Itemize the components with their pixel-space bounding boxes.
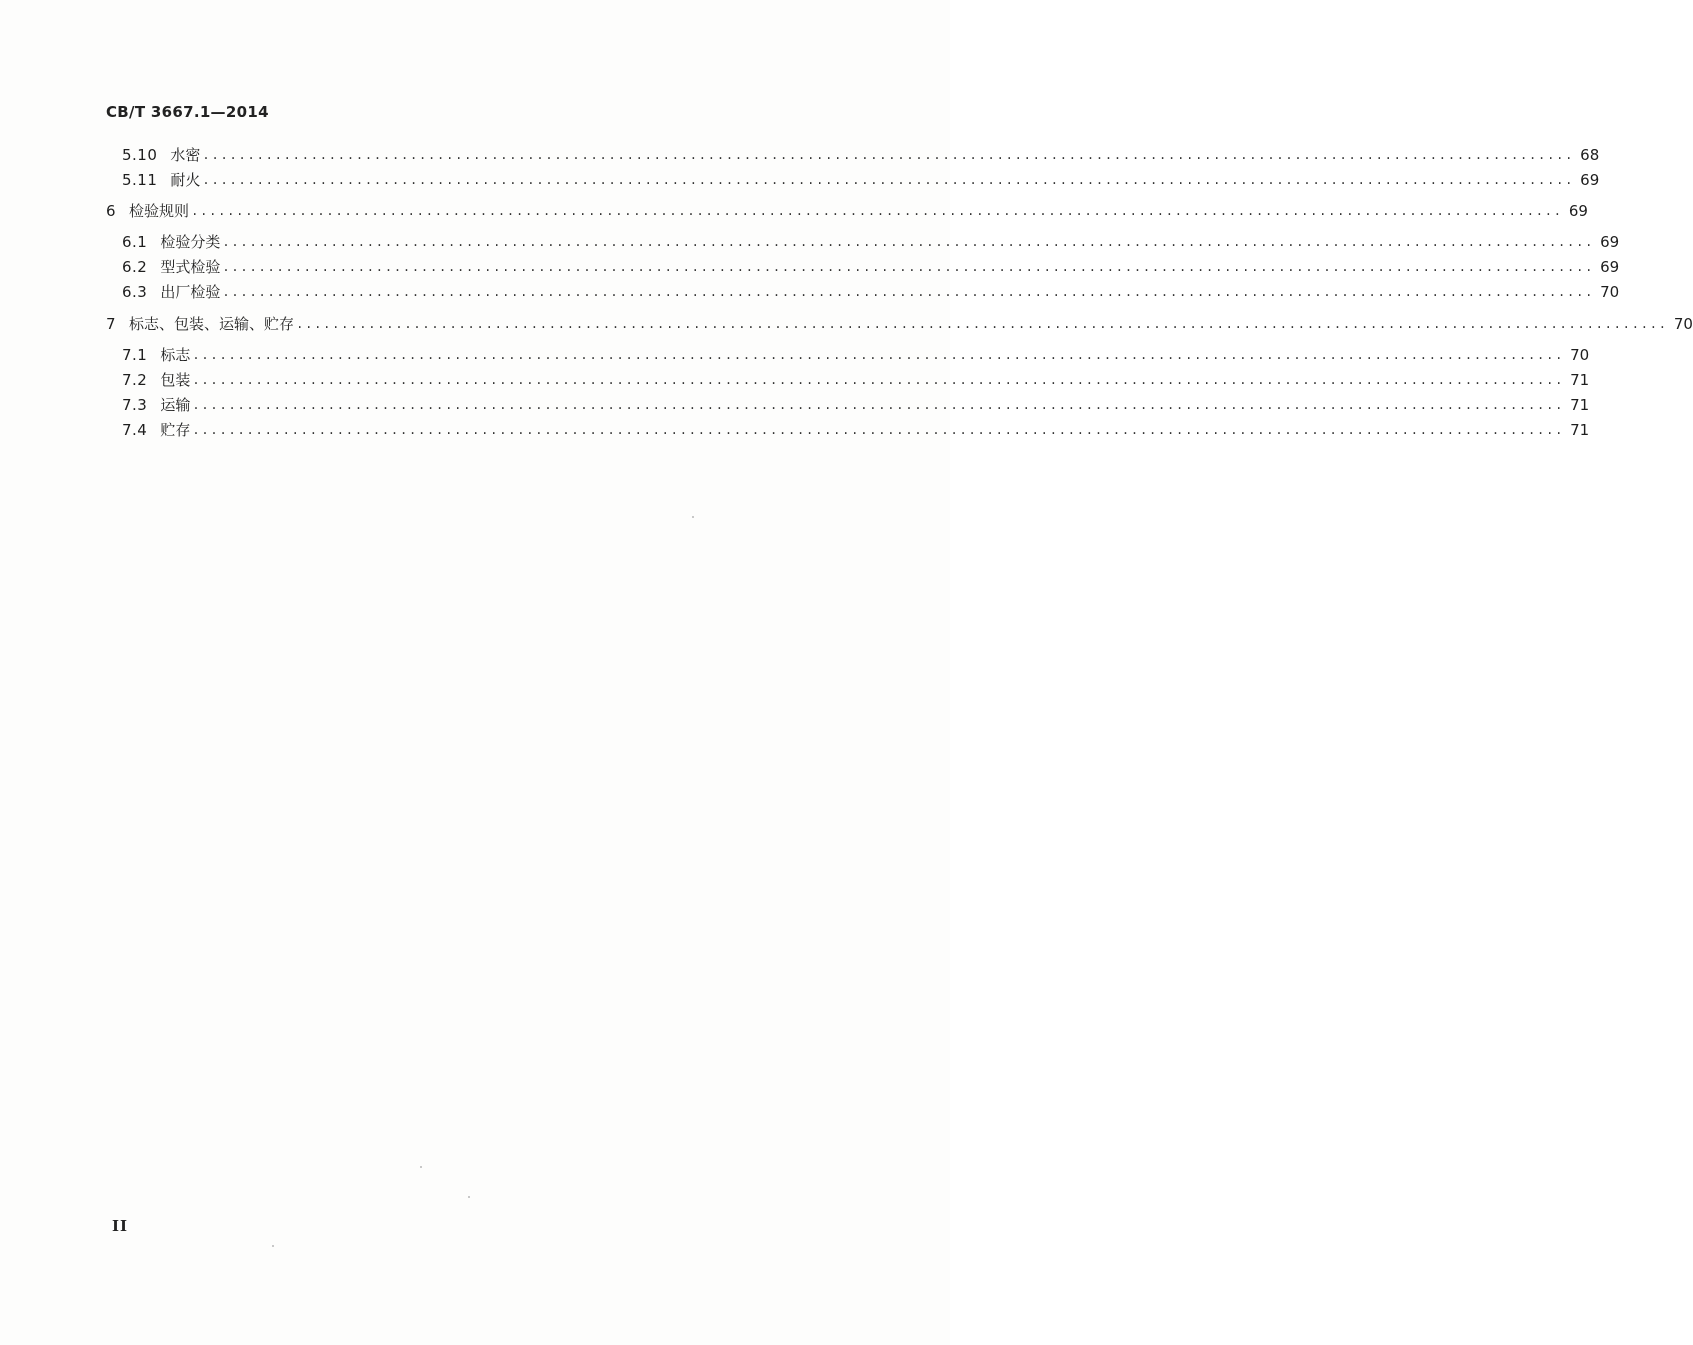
toc-entry-page: 69 bbox=[1568, 202, 1588, 220]
toc-entry-number: 5.10 bbox=[122, 146, 158, 164]
toc-entry-7[interactable] bbox=[106, 314, 1693, 334]
toc-entry-6-2[interactable] bbox=[122, 257, 1620, 277]
toc-entry-title: 型式检验 bbox=[160, 258, 221, 276]
toc-entry-number: 6.1 bbox=[122, 233, 148, 251]
toc-entry-6-1[interactable] bbox=[122, 232, 1620, 252]
toc-entry-page: 71 bbox=[1570, 371, 1590, 389]
toc-entry-page: 70 bbox=[1673, 315, 1693, 333]
toc-dot-leader: ........................................................................................................................................................ bbox=[192, 423, 1565, 437]
toc-entry-number: 5.11 bbox=[122, 171, 158, 189]
toc-entry-title: 出厂检验 bbox=[160, 283, 221, 301]
toc-entry-title: 检验分类 bbox=[160, 233, 221, 251]
toc-entry-title: 标志、包装、运输、贮存 bbox=[129, 315, 295, 333]
toc-dot-leader: ........................................................................................................................................................ bbox=[202, 173, 1575, 187]
toc-entry-page: 71 bbox=[1570, 396, 1590, 414]
toc-entry-5-10[interactable] bbox=[122, 145, 1600, 165]
toc-dot-leader: ........................................................................................................................................................ bbox=[222, 285, 1595, 299]
toc-dot-leader: ........................................................................................................................................................ bbox=[222, 235, 1595, 249]
toc-entry-title: 水密 bbox=[170, 146, 201, 164]
toc-entry-6[interactable] bbox=[106, 201, 1588, 221]
toc-dot-leader: ........................................................................................................................................................ bbox=[192, 373, 1565, 387]
toc-entry-number: 6 bbox=[106, 202, 117, 220]
scan-speck bbox=[272, 1245, 274, 1247]
toc-entry-title: 包装 bbox=[160, 371, 191, 389]
toc-entry-title: 贮存 bbox=[160, 421, 191, 439]
toc-dot-leader: ........................................................................................................................................................ bbox=[296, 317, 1668, 331]
scan-speck bbox=[420, 1166, 422, 1168]
toc-entry-7-4[interactable] bbox=[122, 420, 1590, 440]
toc-entry-page: 69 bbox=[1600, 258, 1620, 276]
toc-dot-leader: ........................................................................................................................................................ bbox=[191, 204, 1563, 218]
toc-entry-title: 标志 bbox=[160, 346, 191, 364]
toc-entry-number: 7.1 bbox=[122, 346, 148, 364]
toc-dot-leader: ........................................................................................................................................................ bbox=[192, 398, 1565, 412]
toc-entry-page: 70 bbox=[1570, 346, 1590, 364]
toc-entry-title: 检验规则 bbox=[129, 202, 190, 220]
toc-entry-number: 7.4 bbox=[122, 421, 148, 439]
toc-entry-page: 70 bbox=[1600, 283, 1620, 301]
toc-entry-5-11[interactable] bbox=[122, 170, 1600, 190]
toc-entry-number: 7.2 bbox=[122, 371, 148, 389]
toc-entry-7-2[interactable] bbox=[122, 370, 1590, 390]
scan-speck bbox=[692, 516, 694, 518]
toc-entry-title: 耐火 bbox=[170, 171, 201, 189]
scan-speck bbox=[468, 1196, 470, 1198]
toc-entry-7-1[interactable] bbox=[122, 345, 1590, 365]
toc-entry-page: 71 bbox=[1570, 421, 1590, 439]
toc-entry-page: 69 bbox=[1600, 233, 1620, 251]
footer-page-number: II bbox=[112, 1217, 129, 1235]
toc-entry-number: 7.3 bbox=[122, 396, 148, 414]
toc-entry-number: 7 bbox=[106, 315, 117, 333]
standard-number-header: CB/T 3667.1—2014 bbox=[106, 103, 269, 121]
toc-entry-page: 68 bbox=[1580, 146, 1600, 164]
toc-dot-leader: ........................................................................................................................................................ bbox=[202, 148, 1575, 162]
toc-entry-6-3[interactable] bbox=[122, 282, 1620, 302]
toc-entry-title: 运输 bbox=[160, 396, 191, 414]
toc-dot-leader: ........................................................................................................................................................ bbox=[222, 260, 1595, 274]
toc-dot-leader: ........................................................................................................................................................ bbox=[192, 348, 1565, 362]
toc-entry-number: 6.3 bbox=[122, 283, 148, 301]
toc-entry-7-3[interactable] bbox=[122, 395, 1590, 415]
toc-entry-page: 69 bbox=[1580, 171, 1600, 189]
toc-entry-number: 6.2 bbox=[122, 258, 148, 276]
